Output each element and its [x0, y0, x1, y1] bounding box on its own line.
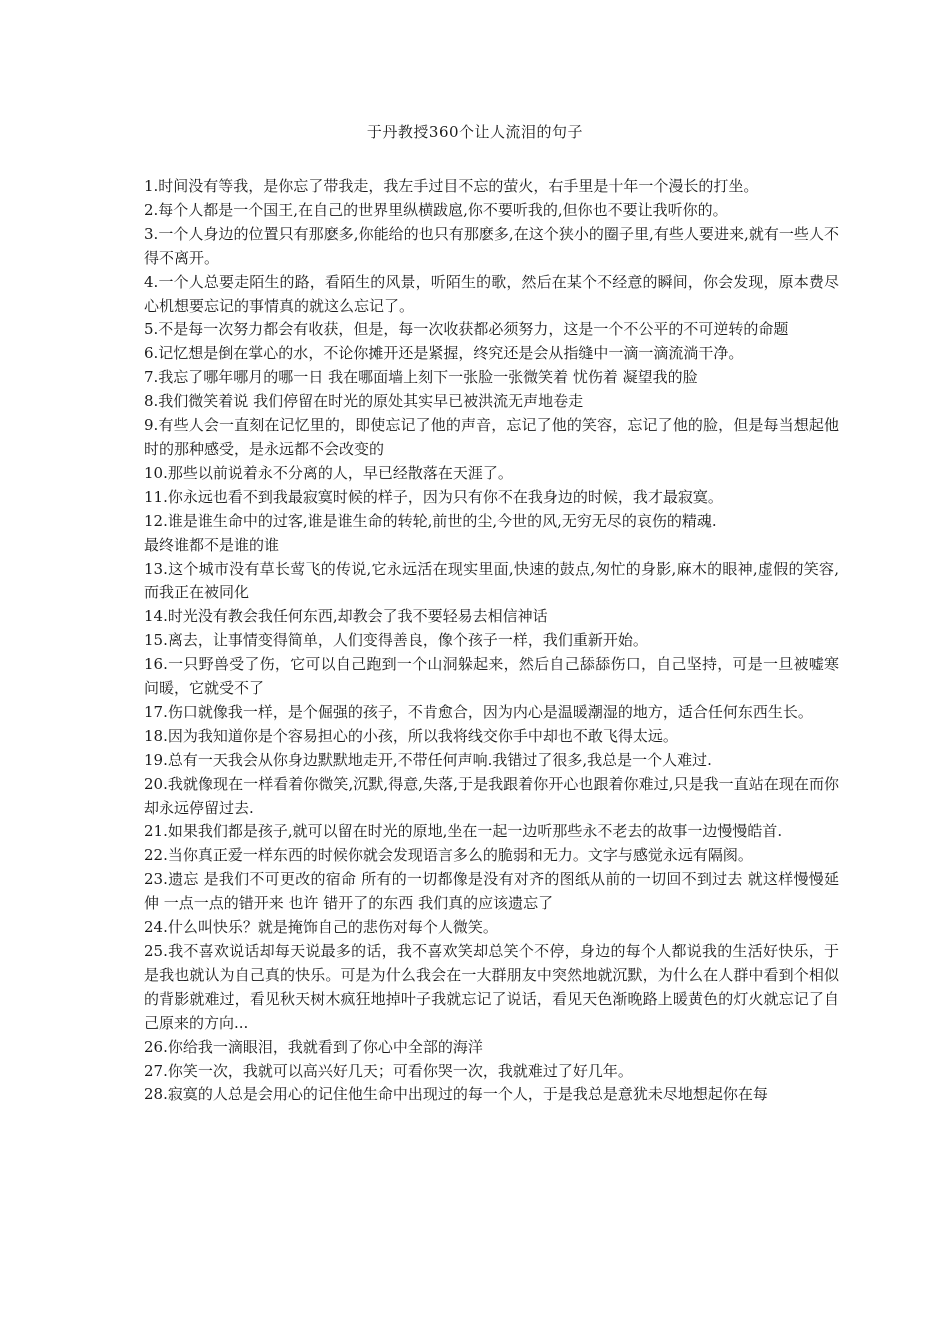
- paragraph: 20.我就像现在一样看着你微笑,沉默,得意,失落,于是我跟着你开心也跟着你难过,只是我一直站在现在而你却永远停留过去.: [144, 774, 839, 817]
- paragraph: 2.每个人都是一个国王,在自己的世界里纵横跋扈,你不要听我的,但你也不要让我听你的。: [144, 200, 728, 219]
- paragraph: 13.这个城市没有草长莺飞的传说,它永远活在现实里面,快速的鼓点,匆忙的身影,麻木的眼神,虚假的笑容,而我正在被同化: [144, 559, 839, 602]
- paragraph: 4.一个人总要走陌生的路，看陌生的风景，听陌生的歌，然后在某个不经意的瞬间，你会发现，原本费尽心机想要忘记的事情真的就这么忘记了。: [144, 272, 839, 315]
- paragraph: 25.我不喜欢说话却每天说最多的话，我不喜欢笑却总笑个不停，身边的每个人都说我的生活好快乐，于是我也就认为自己真的快乐。可是为什么我会在一大群朋友中突然地就沉默，为什么在人群中看到个相似的背影就难过，看见秋天树木疯狂地掉叶子我就忘记了说话，看见天色渐晚路上暖黄色的灯火就忘记了自己原来的方向...: [144, 942, 839, 1032]
- paragraph: 11.你永远也看不到我最寂寞时候的样子，因为只有你不在我身边的时候，我才最寂寞。: [144, 487, 723, 506]
- paragraph: 5.不是每一次努力都会有收获，但是，每一次收获都必须努力，这是一个不公平的不可逆转的命题: [144, 320, 789, 339]
- paragraph: 27.你笑一次，我就可以高兴好几天；可看你哭一次，我就难过了好几年。: [144, 1061, 633, 1080]
- paragraph: 最终谁都不是谁的谁: [144, 535, 280, 554]
- paragraph: 23.遗忘 是我们不可更改的宿命 所有的一切都像是没有对齐的图纸从前的一切回不到过去 就这样慢慢延伸 一点一点的错开来 也许 错开了的东西 我们真的应该遗忘了: [144, 870, 839, 913]
- paragraph: 15.离去，让事情变得简单，人们变得善良，像个孩子一样，我们重新开始。: [144, 631, 648, 650]
- paragraph: 19.总有一天我会从你身边默默地走开,不带任何声响.我错过了很多,我总是一个人难过.: [144, 750, 712, 769]
- paragraph: 14.时光没有教会我任何东西,却教会了我不要轻易去相信神话: [144, 607, 548, 626]
- paragraph: 21.如果我们都是孩子,就可以留在时光的原地,坐在一起一边听那些永不老去的故事一边慢慢皓首.: [144, 822, 783, 841]
- paragraph: 12.谁是谁生命中的过客,谁是谁生命的转轮,前世的尘,今世的风,无穷无尽的哀伤的精魂.: [144, 511, 717, 530]
- document-title: 于丹教授360个让人流泪的句子: [366, 123, 584, 141]
- paragraph: 3.一个人身边的位置只有那麽多,你能给的也只有那麽多,在这个狭小的圈子里,有些人要进来,就有一些人不得不离开。: [144, 224, 839, 267]
- paragraph: 7.我忘了哪年哪月的哪一日 我在哪面墙上刻下一张脸一张微笑着 忧伤着 凝望我的脸: [144, 368, 698, 387]
- paragraph: 6.记忆想是倒在掌心的水，不论你摊开还是紧握，终究还是会从指缝中一滴一滴流淌干净。: [144, 344, 744, 363]
- document-body: [144, 175, 839, 1107]
- paragraph: 22.当你真正爱一样东西的时候你就会发现语言多么的脆弱和无力。文字与感觉永远有隔阂。: [144, 846, 753, 865]
- paragraph: 8.我们微笑着说 我们停留在时光的原处其实早已被洪流无声地卷走: [144, 392, 584, 411]
- paragraph: 10.那些以前说着永不分离的人，早已经散落在天涯了。: [144, 463, 513, 482]
- paragraph: 1.时间没有等我，是你忘了带我走，我左手过目不忘的萤火，右手里是十年一个漫长的打坐。: [144, 177, 759, 195]
- paragraph: 24.什么叫快乐？就是掩饰自己的悲伤对每个人微笑。: [144, 918, 498, 937]
- paragraph: 9.有些人会一直刻在记忆里的，即使忘记了他的声音，忘记了他的笑容，忘记了他的脸，但是每当想起他时的那种感受，是永远都不会改变的: [144, 416, 839, 458]
- paragraph: 17.伤口就像我一样，是个倔强的孩子，不肯愈合，因为内心是温暖潮湿的地方，适合任何东西生长。: [144, 702, 813, 721]
- paragraph: 16.一只野兽受了伤，它可以自己跑到一个山洞躲起来，然后自己舔舔伤口，自己坚持，可是一旦被嘘寒问暖，它就受不了: [144, 655, 839, 698]
- paragraph: 28.寂寞的人总是会用心的记住他生命中出现过的每一个人，于是我总是意犹未尽地想起你在每: [144, 1085, 768, 1104]
- paragraph: 26.你给我一滴眼泪，我就看到了你心中全部的海洋: [144, 1037, 483, 1056]
- paragraph: 18.因为我知道你是个容易担心的小孩，所以我将线交你手中却也不敢飞得太远。: [144, 726, 678, 745]
